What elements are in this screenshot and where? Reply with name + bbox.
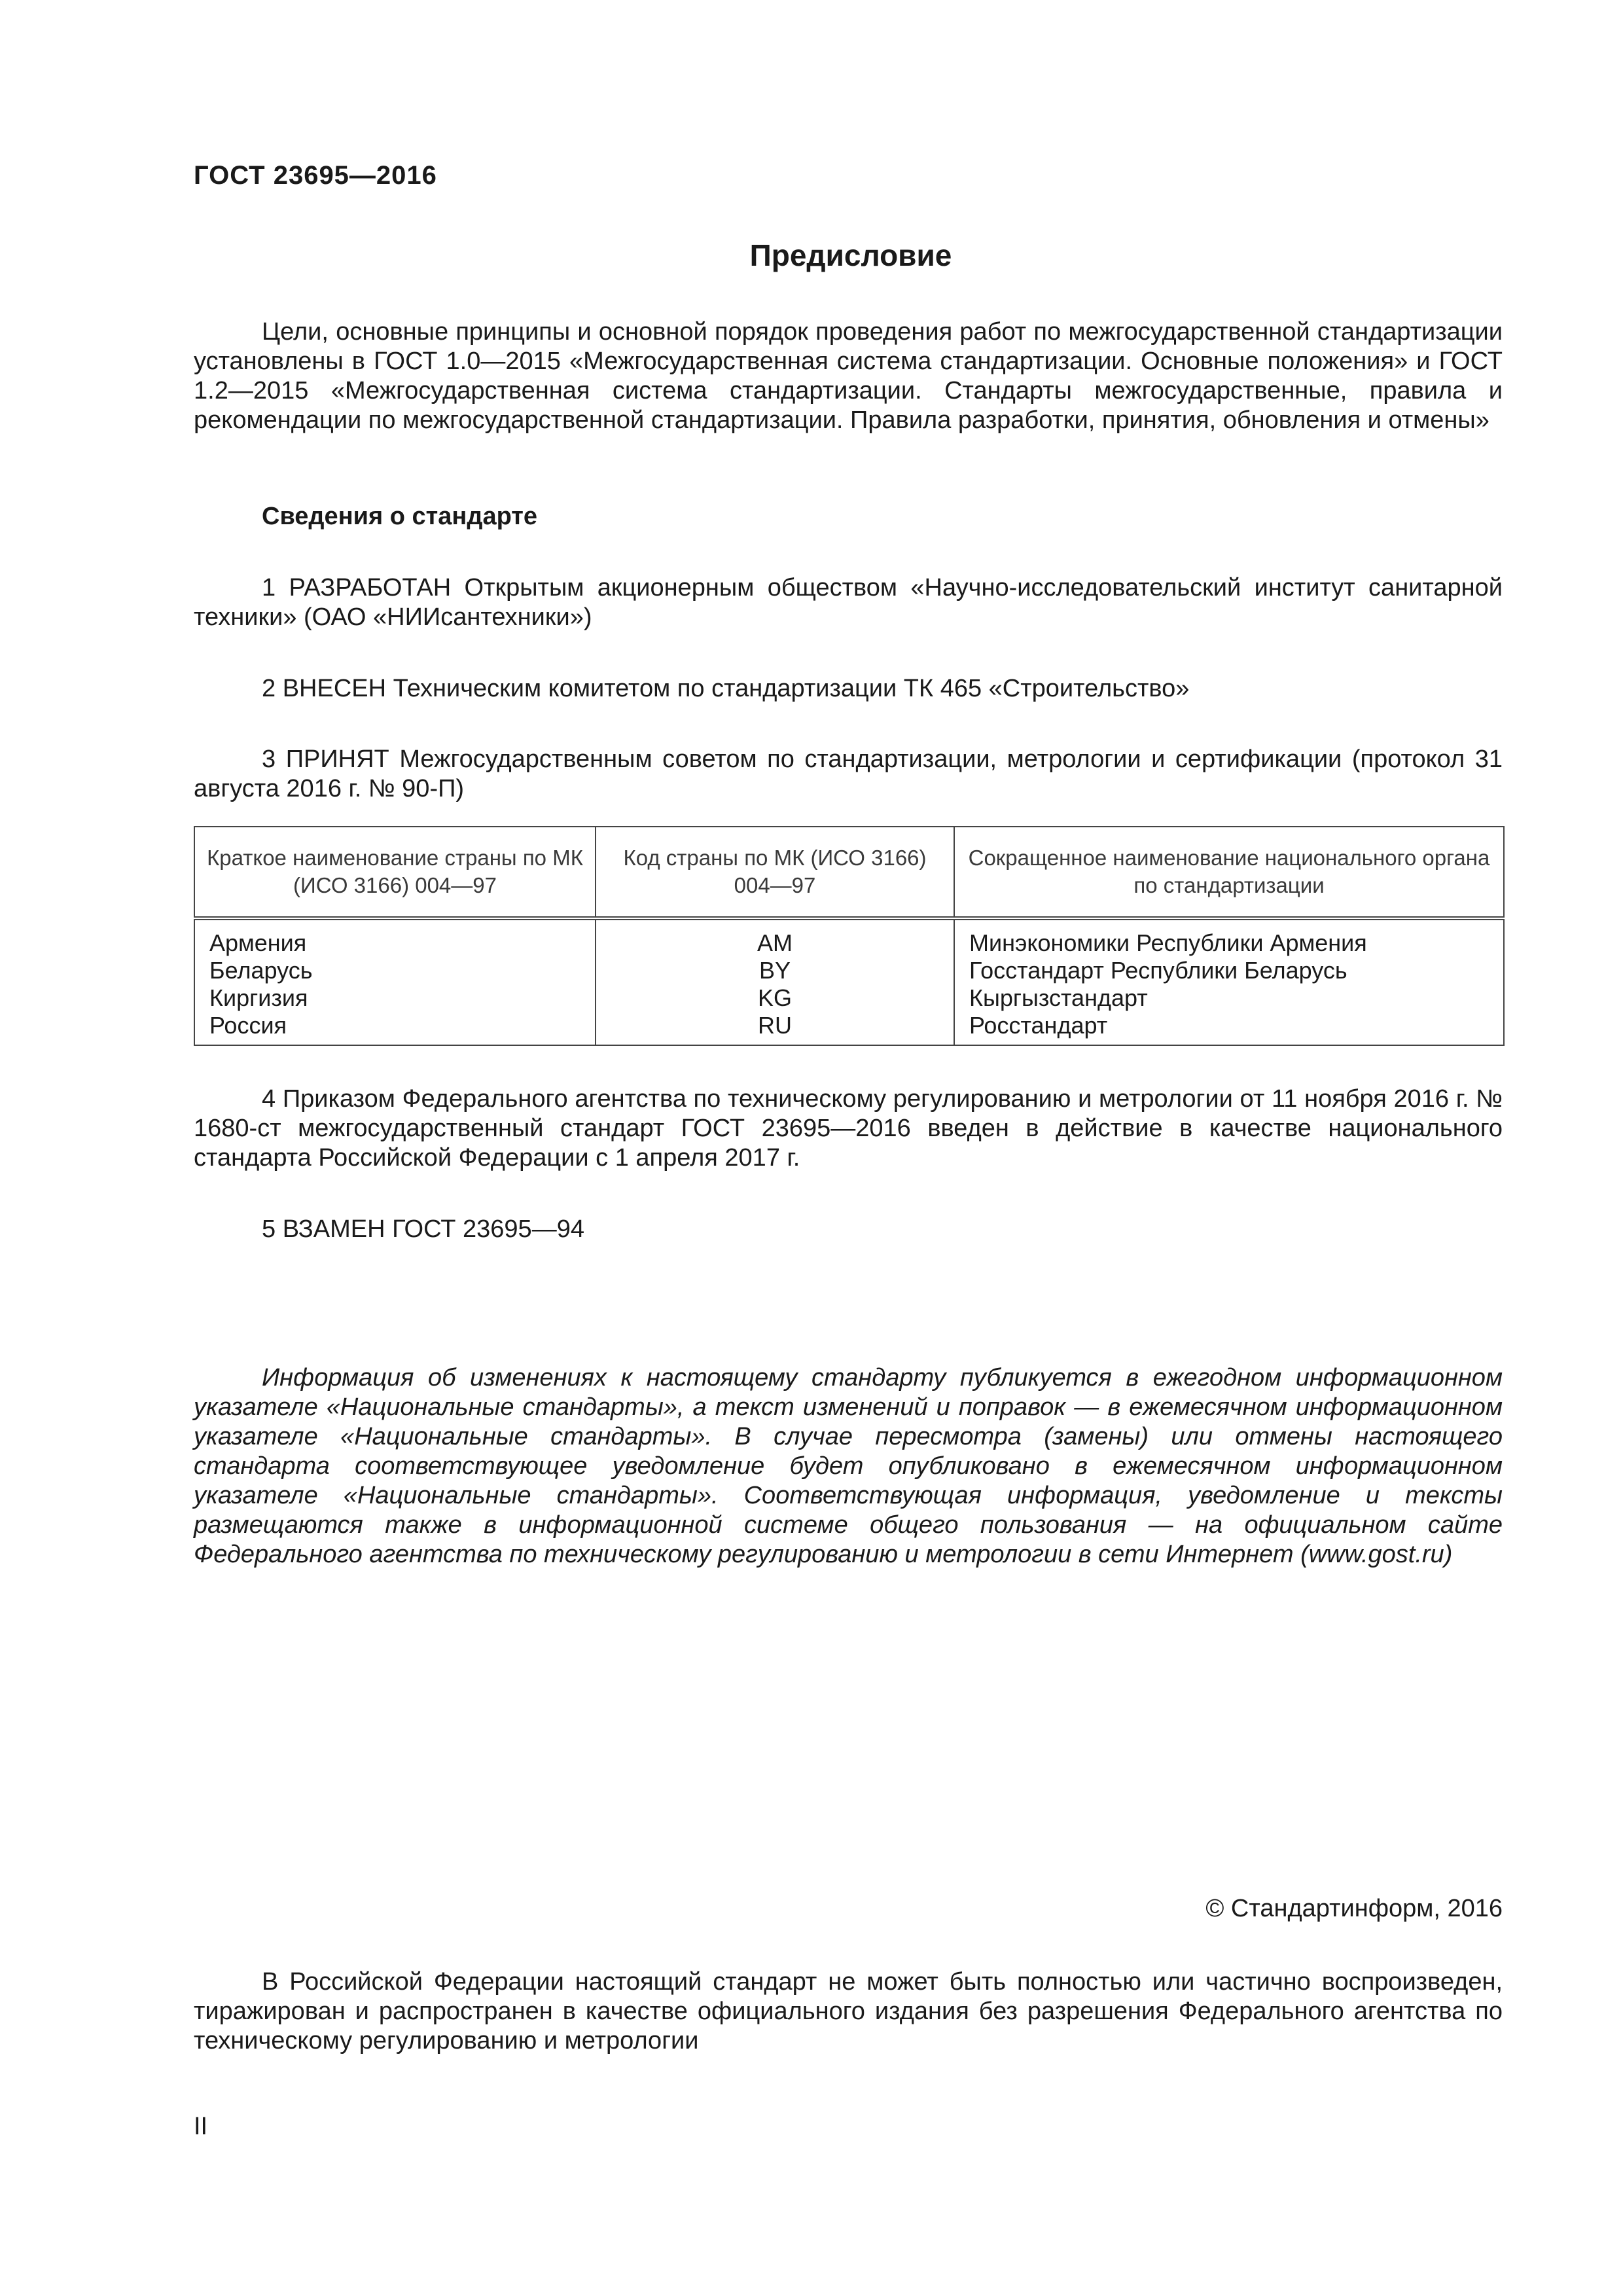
info-item-4 <box>194 1085 1503 1173</box>
page-number: II <box>194 2113 208 2140</box>
table-row <box>194 918 1504 957</box>
changes-info-text: Информация об изменениях к настоящему стандарту публикуется в ежегодном информационном указателе «Национальные стандарты», а текст изменений и поправок — в ежемесячном информационном указателе «Национальные стандарты». В случае пересмотра (замены) или отмены настоящего стандарта соответствующее уведомление будет опубликовано в ежемесячном информационном указателе «Национальные стандарты». Соответствующая информация, уведомление и тексты размещаются также в информационной системе общего пользования — на официальном сайте Федерального агентства по техническому регулированию и метрологии в сети Интернет (www.gost.ru) <box>194 1364 1503 1568</box>
organ-cell: Росстандарт <box>954 1012 1504 1045</box>
column-header-organ: Сокращенное наименование национального органа по стандартизации <box>954 827 1504 918</box>
info-item-2 <box>194 674 1503 704</box>
code-cell: RU <box>596 1012 954 1045</box>
info-item-text: 4 Приказом Федерального агентства по техническому регулированию и метрологии от 11 ноября 2016 г. № 1680-ст межгосударственный стандарт ГОСТ 23695—2016 введен в действие в качестве национального стандарта Российской Федерации с 1 апреля 2017 г. <box>194 1085 1503 1172</box>
changes-info-paragraph <box>194 1363 1503 1570</box>
table-row <box>194 1012 1504 1045</box>
table-row <box>194 984 1504 1012</box>
copyright-notice: © Стандартинформ, 2016 <box>1205 1895 1503 1922</box>
column-header-country: Краткое наименование страны по МК (ИСО 3166) 004—97 <box>194 827 596 918</box>
section-heading: Сведения о стандарте <box>262 503 538 530</box>
reproduction-notice-text: В Российской Федерации настоящий стандарт не может быть полностью или частично воспроизведен, тиражирован и распространен в качестве официального издания без разрешения Федерального агентства по техническому регулированию и метрологии <box>194 1968 1503 2054</box>
page-title: Предисловие <box>749 238 952 272</box>
countries-table <box>194 826 1505 1046</box>
country-cell: Киргизия <box>194 984 596 1012</box>
info-item-5 <box>194 1215 1503 1244</box>
table-header-row <box>194 827 1504 918</box>
info-item-1 <box>194 573 1503 632</box>
country-cell: Беларусь <box>194 957 596 984</box>
code-cell: KG <box>596 984 954 1012</box>
organ-cell: Минэкономики Республики Армения <box>954 918 1504 957</box>
info-item-text: 5 ВЗАМЕН ГОСТ 23695—94 <box>262 1215 584 1243</box>
reproduction-notice <box>194 1967 1503 2056</box>
intro-paragraph <box>194 317 1503 435</box>
info-item-text: 3 ПРИНЯТ Межгосударственным советом по стандартизации, метрологии и сертификации (протокол 31 августа 2016 г. № 90-П) <box>194 745 1503 802</box>
organ-cell: Госстандарт Республики Беларусь <box>954 957 1504 984</box>
info-item-text: 2 ВНЕСЕН Техническим комитетом по стандартизации ТК 465 «Строительство» <box>262 675 1190 702</box>
info-item-3 <box>194 745 1503 804</box>
info-item-text: 1 РАЗРАБОТАН Открытым акционерным обществом «Научно-исследовательский институт санитарной техники» (ОАО «НИИсантехники») <box>194 574 1503 631</box>
organ-cell: Кыргызстандарт <box>954 984 1504 1012</box>
table-row <box>194 957 1504 984</box>
code-cell: AM <box>596 918 954 957</box>
country-cell: Россия <box>194 1012 596 1045</box>
intro-text: Цели, основные принципы и основной порядок проведения работ по межгосударственной стандартизации установлены в ГОСТ 1.0—2015 «Межгосударственная система стандартизации. Основные положения» и ГОСТ 1.2—2015 «Межгосударственная система стандартизации. Стандарты межгосударственные, правила и рекомендации по межгосударственной стандартизации. Правила разработки, принятия, обновления и отмены» <box>194 318 1503 434</box>
document-header: ГОСТ 23695—2016 <box>194 161 437 190</box>
column-header-code: Код страны по МК (ИСО 3166) 004—97 <box>596 827 954 918</box>
code-cell: BY <box>596 957 954 984</box>
country-cell: Армения <box>194 918 596 957</box>
